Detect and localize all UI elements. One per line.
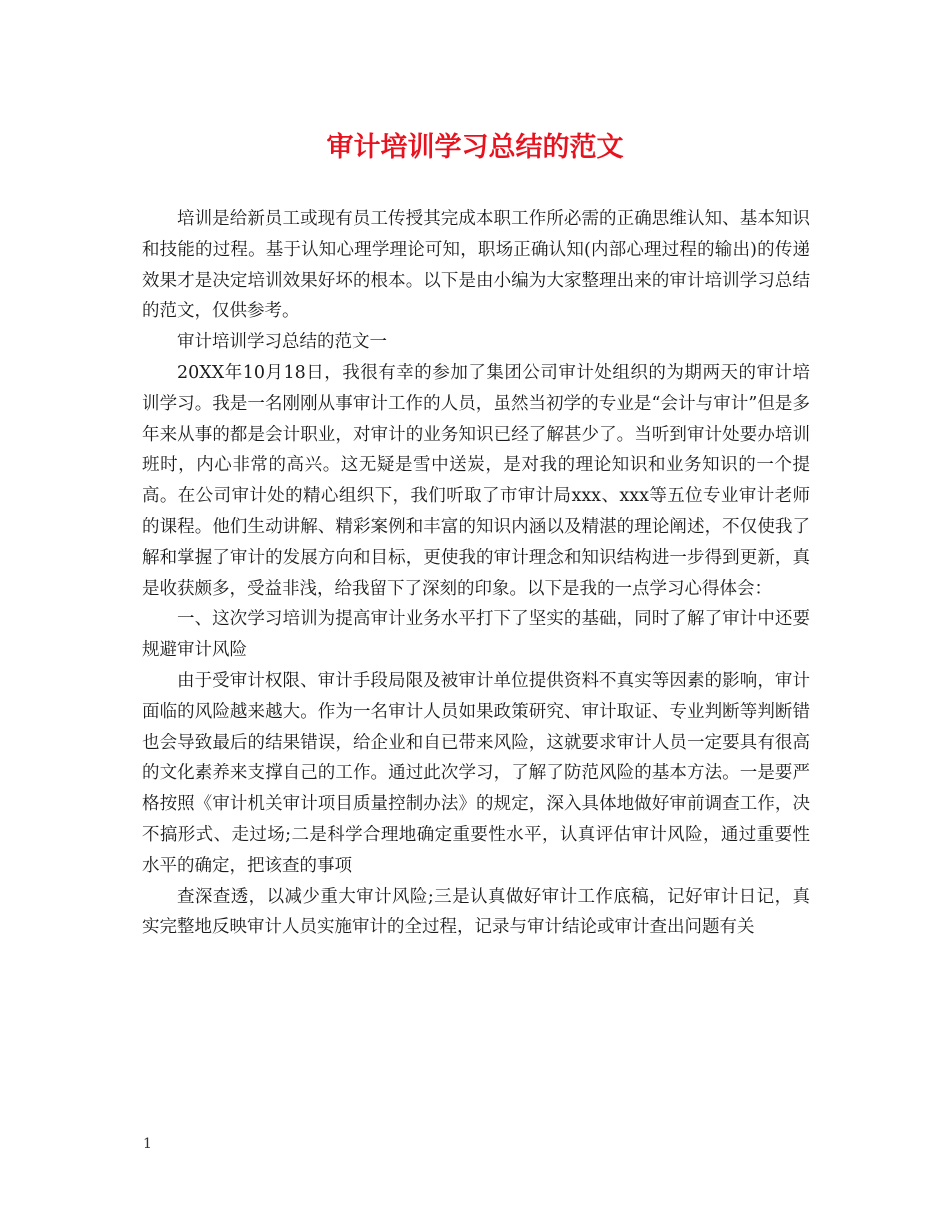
paragraph-audit-risk: 由于受审计权限、审计手段局限及被审计单位提供资料不真实等因素的影响，审计面临的风险越来越大。作为一名审计人员如果政策研究、审计取证、专业判断等判断错也会导致最后的结果错误，给企业和自已带来风险，这就要求审计人员一定要具有很高的文化素养来支撑自己的工作。通过此次学习，了解了防范风险的基本方法。一是要严格按照《审计机关审计项目质量控制办法》的规定，深入具体地做好审前调查工作，决不搞形式、走过场;二是科学合理地确定重要性水平，认真评估审计风险，通过重要性水平的确定，把该查的事项 bbox=[142, 670, 810, 876]
page-number: 1 bbox=[143, 1136, 152, 1152]
document-title: 审计培训学习总结的范文 bbox=[326, 132, 624, 163]
paragraph-continued: 查深查透，以减少重大审计风险;三是认真做好审计工作底稿，记好审计日记，真实完整地反映审计人员实施审计的全过程，记录与审计结论或审计查出问题有关 bbox=[142, 886, 810, 938]
point-one-heading: 一、这次学习培训为提高审计业务水平打下了坚实的基础，同时了解了审计中还要规避审计风险 bbox=[142, 609, 810, 661]
section-heading: 审计培训学习总结的范文一 bbox=[177, 332, 387, 353]
document-body bbox=[142, 204, 810, 943]
paragraph-intro: 培训是给新员工或现有员工传授其完成本职工作所必需的正确思维认知、基本知识和技能的过程。基于认知心理学理论可知，职场正确认知(内部心理过程的输出)的传递效果才是决定培训效果好坏的根本。以下是由小编为大家整理出来的审计培训学习总结的范文，仅供参考。 bbox=[142, 209, 810, 322]
paragraph-training-experience: 20XX年10月18日，我很有幸的参加了集团公司审计处组织的为期两天的审计培训学习。我是一名刚刚从事审计工作的人员，虽然当初学的专业是“会计与审计”但是多年来从事的都是会计职业，对审计的业务知识已经了解甚少了。当听到审计处要办培训班时，内心非常的高兴。这无疑是雪中送炭，是对我的理论知识和业务知识的一个提高。在公司审计处的精心组织下，我们听取了市审计局xxx、xxx等五位专业审计老师的课程。他们生动讲解、精彩案例和丰富的知识内涵以及精湛的理论阐述，不仅使我了解和掌握了审计的发展方向和目标，更使我的审计理念和知识结构进一步得到更新，真是收获颇多，受益非浅，给我留下了深刻的印象。以下是我的一点学习心得体会： bbox=[142, 362, 810, 599]
